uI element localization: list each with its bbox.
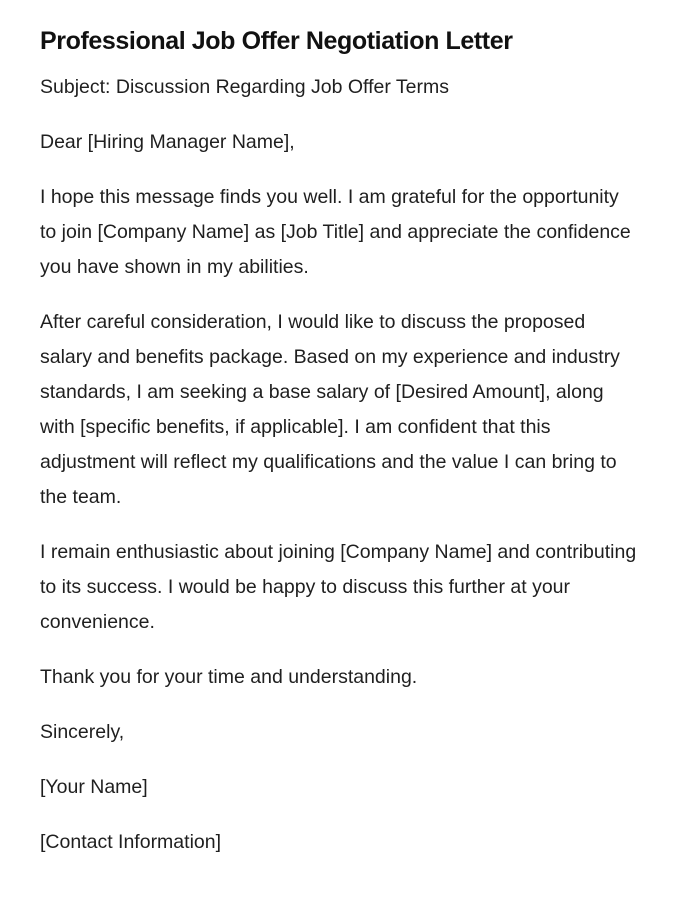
signature-name: [Your Name] xyxy=(40,776,148,798)
subject-line: Subject: Discussion Regarding Job Offer Terms xyxy=(40,76,449,98)
document-title: Professional Job Offer Negotiation Letter xyxy=(40,27,513,55)
body-paragraph-intro: I hope this message finds you well. I am grateful for the opportunity to join [Company Name] as [Job Title] and appreciate the confidence you have shown in my abilities. xyxy=(40,186,631,278)
body-paragraph-enthusiasm: I remain enthusiastic about joining [Company Name] and contributing to its success. I would be happy to discuss this further at your convenience. xyxy=(40,541,637,633)
body-paragraph-negotiation: After careful consideration, I would like to discuss the proposed salary and benefits package. Based on my experience and industry standards, I am seeking a base salary of [Desired Amount], along with [specific benefits, if applicable]. I am confident that this adjustment will reflect my qualifications and the value I can bring to the team. xyxy=(40,311,620,508)
contact-information: [Contact Information] xyxy=(40,831,222,853)
salutation: Dear [Hiring Manager Name], xyxy=(40,131,295,153)
thanks-line: Thank you for your time and understanding. xyxy=(40,666,418,688)
closing: Sincerely, xyxy=(40,721,125,743)
letter-document xyxy=(40,22,640,880)
